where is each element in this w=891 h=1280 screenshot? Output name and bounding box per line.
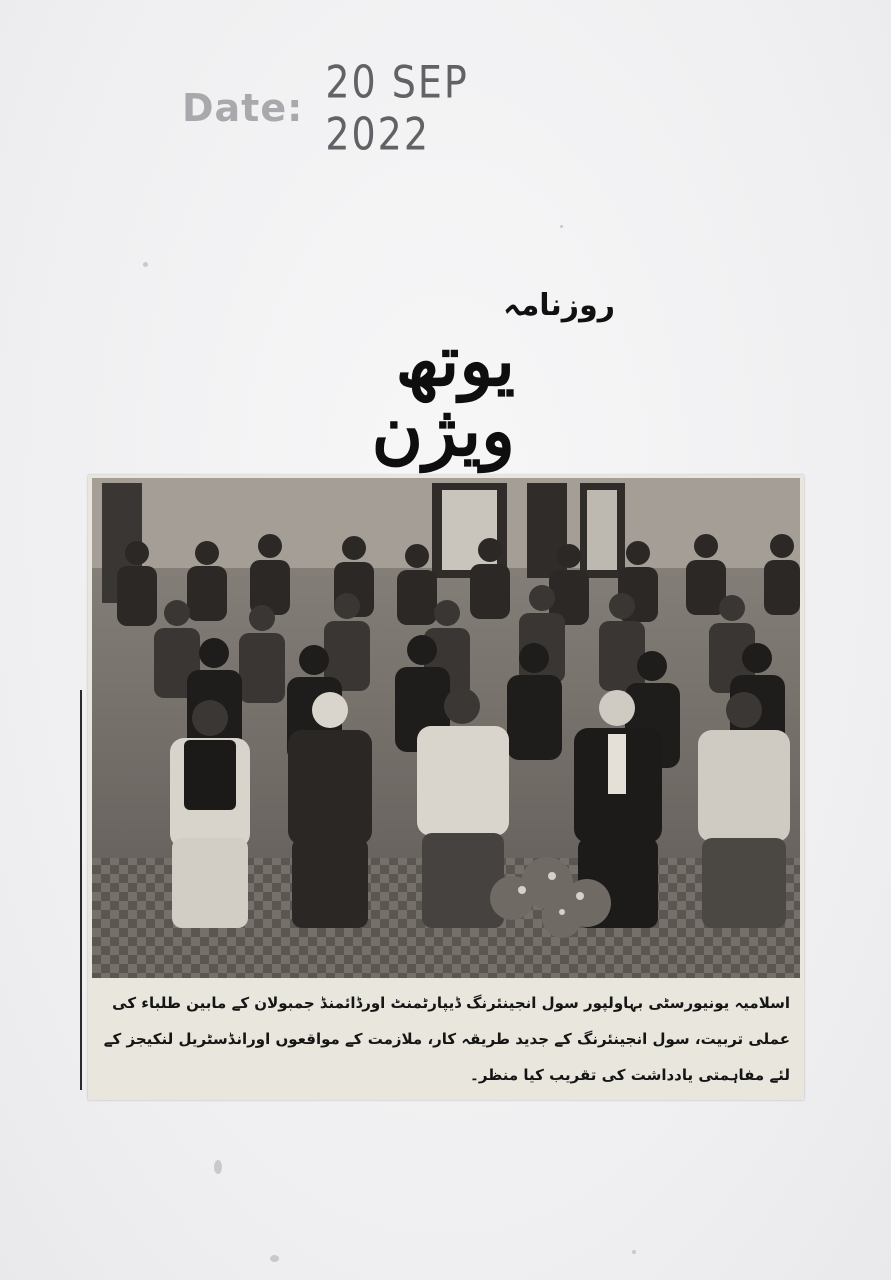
group-photo-illustration [92,478,800,978]
paper-speck [143,262,148,267]
photo-caption: اسلامیہ یونیورسٹی بہاولپور سول انجینئرنگ ڈیپارٹمنٹ اورڈائمنڈ جمبولان کے مابین طلباء کی عملی تربیت، سول انجینئرنگ کے جدید طریقہ کار، ملازمت کے مواقعوں اورانڈسٹریل لنکیجز کے لئے مفاہمتی یادداشت کی تقریب کیا منظر۔ [103,994,790,1084]
date-stamp-label: Date: [182,86,304,130]
paper-speck [270,1255,279,1262]
date-stamp-value: 20 SEP 2022 [325,56,469,160]
masthead-title: یوتھ ویژن [371,319,515,472]
paper-speck [214,1160,222,1174]
paper-speck [560,225,563,228]
news-clipping [88,475,804,1100]
newspaper-masthead [255,288,635,472]
paper-speck [632,1250,636,1254]
group-photo [92,478,800,978]
clipping-edge-line [80,690,82,1090]
masthead-kicker: روزنامہ [503,288,615,323]
date-stamp [182,56,582,160]
